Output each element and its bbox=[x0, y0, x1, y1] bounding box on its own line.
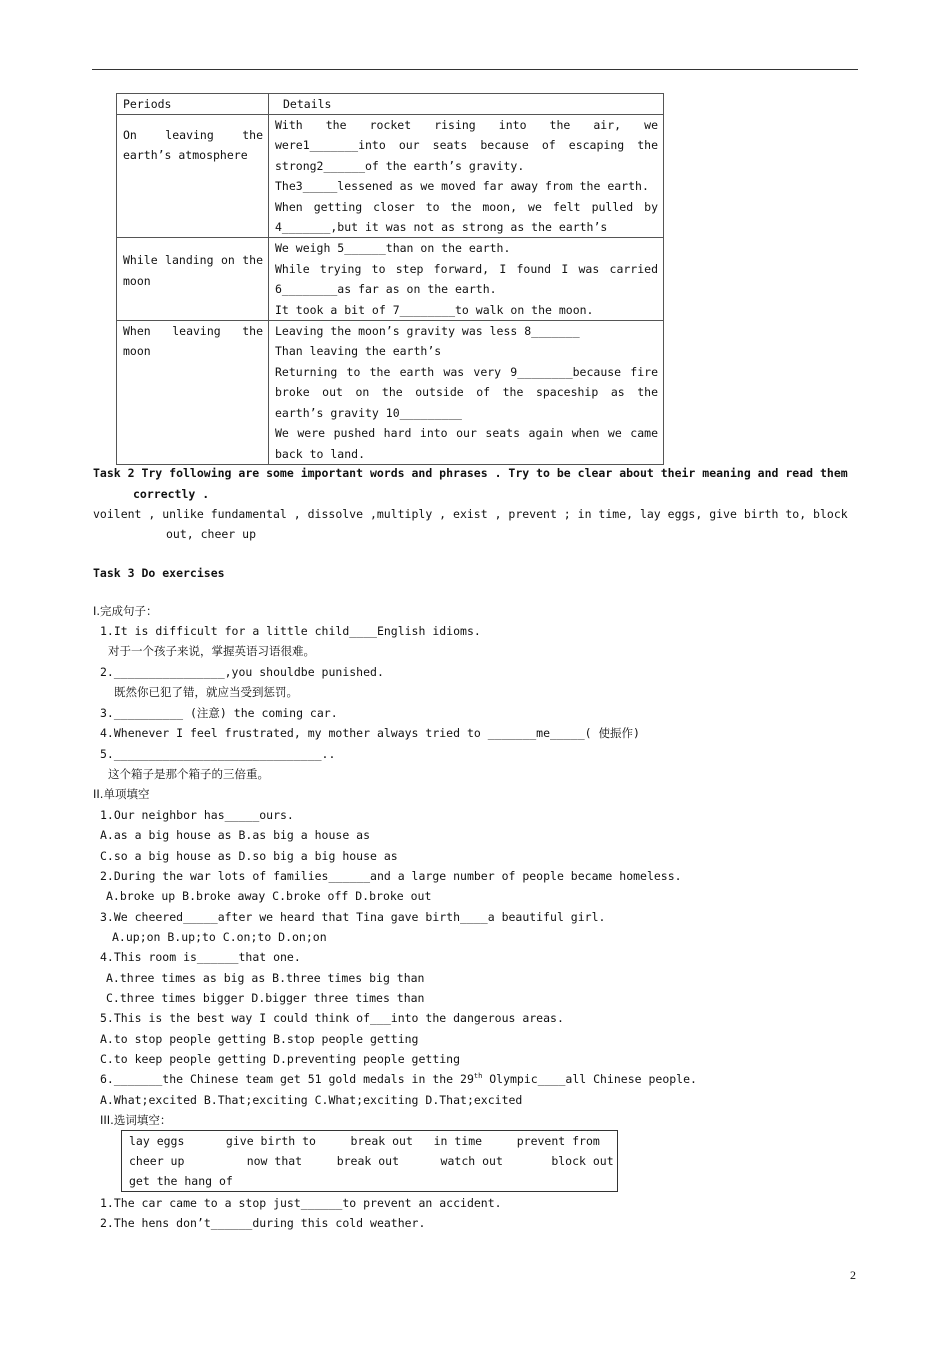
detail-line: It took a bit of 7________to walk on the moon. bbox=[275, 302, 594, 317]
detail-line: We weigh 5______than on the earth. bbox=[275, 241, 511, 256]
detail-line: 4_______,but it was not as strong as the earth’s bbox=[275, 220, 608, 235]
option-line: C.three times bigger D.bigger three times than bbox=[106, 991, 425, 1005]
detail-line: With the rocket rising into the air, we bbox=[275, 118, 658, 132]
exercise-line: 这个箱子是那个箱子的三倍重。 bbox=[108, 767, 269, 781]
option-line: C.so a big house as D.so big a big house as bbox=[100, 849, 398, 863]
q6-text-end: Olympic____all Chinese people. bbox=[482, 1072, 697, 1086]
section-iii-heading: III.选词填空： bbox=[100, 1113, 172, 1127]
question-line bbox=[100, 1069, 697, 1089]
option-line: A.broke up B.broke away C.broke off D.broke out bbox=[106, 889, 432, 903]
exercise-line: 1.The car came to a stop just______to prevent an accident. bbox=[100, 1196, 502, 1210]
header-rule bbox=[92, 69, 858, 70]
detail-line: back to land. bbox=[275, 446, 366, 461]
question-line: 1.Our neighbor has_____ours. bbox=[100, 808, 294, 822]
detail-line: broke out on the outside of the spaceship as the bbox=[275, 385, 658, 400]
detail-line: earth’s gravity 10_________ bbox=[275, 405, 462, 420]
section-i-heading: I.完成句子： bbox=[93, 604, 158, 618]
period-cell bbox=[117, 321, 269, 465]
word-bank-line: get the hang of bbox=[129, 1174, 233, 1188]
detail-line: While trying to step forward, I found I was carried bbox=[275, 261, 658, 276]
detail-line: Than leaving the earth’s bbox=[275, 344, 442, 359]
table-row bbox=[117, 238, 664, 321]
option-line: A.What;excited B.That;exciting C.What;exciting D.That;excited bbox=[100, 1093, 523, 1107]
option-line: C.to keep people getting D.preventing people getting bbox=[100, 1052, 461, 1066]
detail-line: strong2______of the earth’s gravity. bbox=[275, 158, 525, 173]
question-line: 2.During the war lots of families______and a large number of people became homeless. bbox=[100, 869, 682, 883]
details-cell bbox=[269, 238, 664, 321]
detail-line: The3_____lessened as we moved far away from the earth. bbox=[275, 179, 649, 194]
period-text: While landing on the moon bbox=[123, 253, 263, 288]
detail-line: were1_______into our seats because of escaping the bbox=[275, 138, 658, 153]
q6-text: 6._______the Chinese team get 51 gold medals in the 29 bbox=[100, 1072, 474, 1086]
word-bank-line: cheer up now that break out watch out block out bbox=[129, 1154, 614, 1168]
detail-line: When getting closer to the moon, we felt pulled by bbox=[275, 199, 658, 214]
table-header-row bbox=[117, 94, 664, 115]
period-text: When leaving the moon bbox=[123, 324, 263, 359]
exercise-line: 4.Whenever I feel frustrated, my mother always tried to _______me_____( 使振作) bbox=[100, 726, 640, 740]
task2-words: voilent , unlike fundamental , dissolve ,multiply , exist , prevent ; in time, lay eggs, give birth to, block bbox=[93, 507, 848, 521]
option-line: A.to stop people getting B.stop people getting bbox=[100, 1032, 419, 1046]
option-line: A.up;on B.up;to C.on;to D.on;on bbox=[112, 930, 327, 944]
exercise-line: 1.It is difficult for a little child____English idioms. bbox=[100, 624, 481, 638]
period-text: On leaving the earth’s atmosphere bbox=[123, 128, 263, 163]
option-line: A.as a big house as B.as big a house as bbox=[100, 828, 371, 842]
exercise-line: 3.__________ (注意) the coming car. bbox=[100, 706, 338, 720]
exercise-line: 既然你已犯了错，就应当受到惩罚。 bbox=[114, 685, 298, 699]
section-ii-heading: II.单项填空 bbox=[93, 787, 150, 801]
detail-line: 6________as far as on the earth. bbox=[275, 282, 497, 297]
details-cell bbox=[269, 321, 664, 465]
detail-line: We were pushed hard into our seats again when we came bbox=[275, 426, 658, 441]
question-line: 4.This room is______that one. bbox=[100, 950, 301, 964]
periods-table bbox=[116, 93, 664, 465]
detail-line: Returning to the earth was very 9________because fire bbox=[275, 364, 658, 379]
task2-heading-cont: correctly . bbox=[133, 487, 210, 501]
detail-line: Leaving the moon’s gravity was less 8_______ bbox=[275, 324, 580, 339]
details-cell bbox=[269, 115, 664, 238]
period-cell bbox=[117, 238, 269, 321]
period-cell bbox=[117, 115, 269, 238]
task2-words-cont: out, cheer up bbox=[166, 527, 257, 541]
question-line: 3.We cheered_____after we heard that Tina gave birth____a beautiful girl. bbox=[100, 910, 606, 924]
table-row bbox=[117, 321, 664, 465]
question-line: 5.This is the best way I could think of___into the dangerous areas. bbox=[100, 1011, 564, 1025]
word-bank-line: lay eggs give birth to break out in time prevent from bbox=[129, 1134, 600, 1148]
option-line: A.three times as big as B.three times big than bbox=[106, 971, 425, 985]
word-bank-box bbox=[121, 1130, 618, 1192]
q6-superscript: th bbox=[473, 1072, 483, 1081]
page-number: 2 bbox=[850, 1268, 856, 1282]
exercise-line: 2.The hens don’t______during this cold weather. bbox=[100, 1216, 426, 1230]
exercise-line: 对于一个孩子来说，掌握英语习语很难。 bbox=[108, 644, 315, 658]
exercise-line: 2.________________,you shouldbe punished. bbox=[100, 665, 384, 679]
task3-heading: Task 3 Do exercises bbox=[93, 566, 225, 580]
header-details: Details bbox=[269, 94, 664, 115]
table-row bbox=[117, 115, 664, 238]
exercise-line: 5.______________________________.. bbox=[100, 747, 336, 761]
header-periods: Periods bbox=[117, 94, 269, 115]
task2-heading: Task 2 Try following are some important words and phrases . Try to be clear about their meaning and read them bbox=[93, 466, 848, 480]
